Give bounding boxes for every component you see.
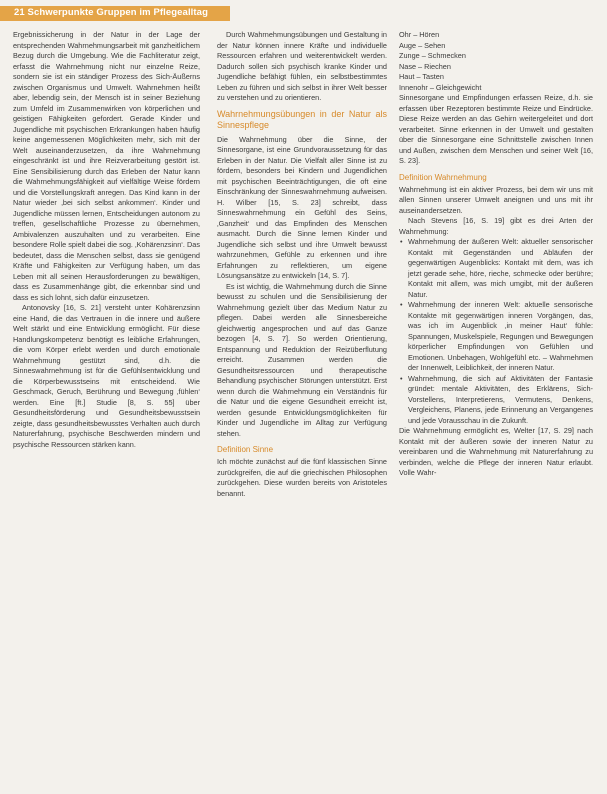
- sense-item: Innenohr – Gleichgewicht: [399, 82, 482, 92]
- paragraph: Antonovsky [16, S. 21] versteht unter Kohärenzsinn eine Hand, die das Vertrauen in die innere und äußere Welt stärkt und eine Entwicklung ermöglicht. Für diese Handlungskompetenz benötigt es leibliche Erfahrungen, die vom Körper erlebt werden und durch emotionale Wahrnehmung gestützt sind, d.h. die Sinneswahrnehmung ist für die Gefühlsentwicklung und die Körperbewusstseins mit entscheidend. Wie Geschmack, Geruch, Berührung und Bewegung ‚fühlen‘ werden. Eine [ft.] Studie [8, S. 55] über Gesundheitsförderung und Gesundheitsbewusstsein zeigte, dass gesundheitsbewusstes Verhalten auch durch Naturerfahrung, psychische Beschwerden mindern und psychische Ressourcen stärken kann.: [13, 303, 200, 449]
- column-middle: [217, 30, 387, 499]
- paragraph: Ich möchte zunächst auf die fünf klassischen Sinne zurückgreifen, die auf die griechischen Philosophen zurückgehen. Diese wurden bereits von Aristoteles benannt.: [217, 457, 387, 498]
- page-number: 21: [14, 7, 25, 18]
- paragraph: Ergebnissicherung in der Natur in der Lage der entsprechenden Wahrnehmungsarbeit mit ganzheitlichem Bezug durch die Umgebung. Wie die Fachliteratur zeigt, erfasst die Wahrnehmung nicht nur einzelne Reize, sondern sie ist ein ständiger Prozess des Sich-Äußerns zwischen Organismus und Umwelt. Wahrnehmen heißt aber, lebendig sein, der Mensch ist in seiner Beziehung zum Umfeld im Zusammenwirken von körperlichen und geistigen Fähigkeiten gefordert. Gerade Kinder und Jugendliche mit psychischen Erkrankungen haben häufig keine angemessenen Möglichkeiten mehr, sich mit der Welt auseinanderzusetzen, da ihre Wahrnehmung eingeschränkt ist und ihre Reizverarbeitung gestört ist. Eine Sensibilisierung durch das Erleben der Natur kann die Wahrnehmungsfähigkeit auf vielfältige Weise fördern und die Vorstellungskraft anregen. Das Kind kann in der Natur wieder ‚bei sich selbst ankommen‘. Kinder und Jugendliche müssen lernen, Entscheidungen autonom zu treffen, gesellschaftliche Prozesse zu übernehmen, Ambivalenzen auszuhalten und zu verarbeiten. Eine besondere Rolle spielt dabei die sog. ‚Kohärenzsinn‘. Das bedeutet, dass die Menschen selbst, dass sie genügend Kräfte und Fähigkeiten zur Verfügung haben, um das Leben mit all seinen Herausforderungen zu bewältigen, dass es Zusammenhänge gibt, die erkennbar sind und dass es sich lohnt, sich dafür einzusetzen.: [13, 30, 200, 302]
- sense-item: Zunge – Schmecken: [399, 51, 466, 60]
- bullet-item: • Wahrnehmung der äußeren Welt: aktueller sensorischer Kontakt mit Gegenständen und Abläufen der gegenwärtigen Augenblicks: Kontakt mit dem, was ich jetzt gerade sehe, höre, rieche, schmecke oder berühre; Kontakt mit allem, was mich umgibt, mit der äußeren Natur.: [399, 237, 593, 300]
- paragraph: Es ist wichtig, die Wahrnehmung durch die Sinne bewusst zu schulen und die Sensibilisierung der Wahrnehmung gezielt über das Medium Natur zu pflegen. Dabei werden alle Sinnesbereiche gleichwertig angesprochen und auf das Ganze bezogen [4, S. 7]. So werden Orientierung, Entspannung und Reduktion der Reizüberflutung erreicht. Zusammen werden die Gesundheitsressourcen und therapeutische Behandlung psychischer Störungen unterstützt. Erst wenn durch die Wahrnehmung ein Verständnis für die Natur und die eigene Gesundheit erreicht ist, werden gesunde Entwicklungsmöglichkeiten für Kinder und Jugendliche im Alltag zur Verfügung stehen.: [217, 281, 387, 438]
- sense-item: Nase – Riechen: [399, 61, 451, 71]
- paragraph: Durch Wahrnehmungsübungen und Gestaltung in der Natur können innere Kräfte und individuelle Ressourcen erfahren und weiterentwickelt werden. Dadurch sollen sich psychisch kranke Kinder und Jugendliche befähigt fühlen, ein selbstbestimmtes Leben zu führen und sich selbst in ihrer Welt besser zu verstehen und zu orientieren.: [217, 30, 387, 102]
- sense-item: Auge – Sehen: [399, 40, 446, 50]
- running-title: Schwerpunkte Gruppen im Pflegealltag: [27, 7, 208, 18]
- senses-list: [399, 30, 593, 93]
- subsection-heading: Definition Sinne: [217, 445, 274, 454]
- sense-item: Haut – Tasten: [399, 72, 444, 81]
- column-right: [399, 30, 593, 479]
- bullet-list: [399, 237, 593, 426]
- paragraph: Nach Stevens [16, S. 19] gibt es drei Arten der Wahrnehmung:: [399, 216, 593, 236]
- page-header: [0, 0, 607, 28]
- header-title: [14, 7, 208, 18]
- paragraph: Die Wahrnehmung über die Sinne, der Sinnesorgane, ist eine Grundvoraussetzung für das Erleben in der Natur. Die Vielfalt aller Sinne ist zu fördern, besonders bei Kindern und Jugendlichen mit psychischen Beeinträchtigungen, die oft eine Einschränkung der Sinneswahrnehmung aufweisen. H. Wilber [15, S. 23] schreibt, dass Sinneswahrnehmung ein Gefühl des Seins, ‚Ganzheit‘ und das Empfinden des Menschen ausmacht. Durch die Sinne lernen Kinder und Jugendliche sich selbst und ihre Umwelt bewusst wahrzunehmen, Gefühle zu erkennen und ihre Erfahrungen zu reflektieren, um eigene Lösungsansätze zu entwickeln [14, S. 7].: [217, 134, 387, 280]
- paragraph: Sinnesorgane und Empfindungen erfassen Reize, d.h. sie erfassen über Rezeptoren bestimmte Reize und Eindrücke. Diese Reize werden an das Gehirn weitergeleitet und dort verarbeitet. Sinne erkennen in der Umwelt und gestalten über die Sinnesorgane eine Schnittstelle zwischen Innen und Außen, zwischen dem Menschen und seiner Welt [16, S. 23].: [399, 93, 593, 165]
- bullet-item: • Wahrnehmung, die sich auf Aktivitäten der Fantasie gründet: mentale Aktivitäten, des Erklärens, Sich-Vorstellens, Interpretierens, Vermutens, Denkens, Vergleichens, Planens, jede Erinnerung an Vergangenes und jede Vorausschau in die Zukunft.: [399, 374, 593, 427]
- column-left: [13, 30, 200, 450]
- sense-item: Ohr – Hören: [399, 30, 440, 39]
- section-heading: Wahrnehmungsübungen in der Natur als Sinnespflege: [217, 108, 387, 130]
- paragraph: Wahrnehmung ist ein aktiver Prozess, bei dem wir uns mit allen Sinnen unserer Umwelt aneignen und uns mit ihr auseinandersetzen.: [399, 184, 593, 215]
- subsection-heading: Definition Wahrnehmung: [399, 172, 487, 182]
- bullet-item: • Wahrnehmung der inneren Welt: aktuelle sensorische Kontakte mit gegenwärtigen inneren Vorgängen, das, was ich im Augenblick ‚in meiner Haut‘ fühle: Spannungen, Muskelspiele, Regungen und Bewegungen körperlicher Empfindungen von Gefühlen und Emotionen. Unbehagen, Wohlgefühl etc. – Wahrnehmen der Innenwelt, Leiblichkeit, der inneren Natur.: [399, 300, 593, 374]
- paragraph: Die Wahrnehmung ermöglicht es, Welter [17, S. 29] nach Kontakt mit der äußeren sowie der inneren Natur zu vereinbaren und die Wahrnehmung mit Naturerfahrung zu verbinden, welche die Pflege der inneren Natur erlaubt. Volle Wahr-: [399, 426, 593, 477]
